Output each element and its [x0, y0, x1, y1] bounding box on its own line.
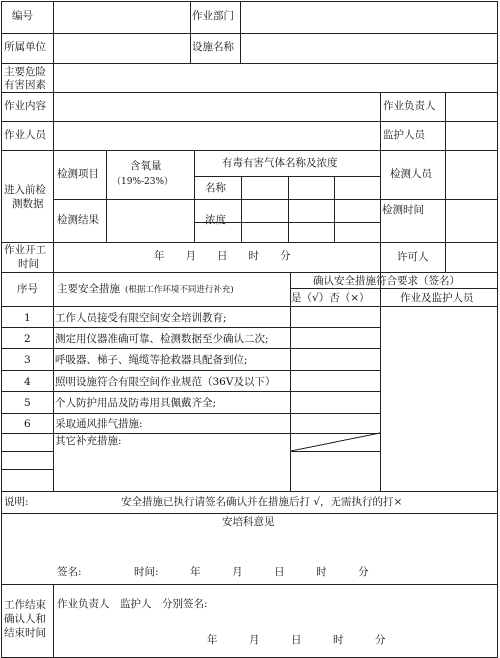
gas-name-field-2[interactable] — [291, 180, 332, 220]
measure-check-field[interactable] — [293, 415, 378, 433]
pretest-label-line1: 进入前检 — [4, 184, 46, 196]
content-field[interactable] — [56, 95, 378, 119]
test-time-field[interactable] — [448, 202, 494, 240]
end-label-line1: 工作结束 — [4, 599, 46, 611]
start-time-label-line2: 时间 — [18, 258, 39, 270]
measure-text: 测定用仪器准确可靠、检测数据至少确认二次; — [55, 333, 269, 345]
measure-check-field[interactable] — [293, 373, 378, 391]
measure-check-field[interactable] — [293, 330, 378, 348]
confirm-header: 确认安全措施符合要求（签名） — [313, 275, 460, 287]
end-sign-text: 作业负责人 监护人 分别签名: — [57, 598, 208, 610]
measure-number: 6 — [24, 418, 31, 430]
permit-field[interactable] — [448, 245, 494, 269]
measures-header: 主要安全措施 — [57, 283, 120, 295]
measures-header-note: (根据工作环境不同进行补充) — [125, 285, 234, 295]
safety-opinion-label: 安培科意见 — [222, 516, 275, 528]
start-time-value[interactable]: 年 月 日 时 分 — [154, 250, 291, 262]
workers-field[interactable] — [56, 124, 378, 148]
hazard-label-line1: 主要危险 — [4, 66, 46, 78]
pretest-label-line2: 测数据 — [12, 198, 44, 210]
oxygen-label: 含氧量 — [130, 160, 162, 172]
number-label: 编号 — [12, 10, 33, 22]
end-label-line3: 结束时间 — [4, 627, 46, 639]
measure-number: 1 — [24, 312, 31, 324]
content-label: 作业内容 — [4, 100, 46, 112]
facility-label: 设施名称 — [192, 41, 234, 53]
leader-label: 作业负责人 — [383, 100, 436, 112]
end-date-line[interactable]: 年 月 日 时 分 — [207, 634, 386, 646]
measure-number: 2 — [24, 333, 31, 345]
other-measures-check-field[interactable] — [293, 454, 378, 489]
hazard-label-line2: 有害因素 — [4, 79, 46, 91]
safety-opinion-field[interactable] — [4, 532, 494, 562]
test-result-label: 检测结果 — [57, 214, 99, 226]
dept-field[interactable] — [243, 4, 495, 30]
gas-name-label: 名称 — [205, 182, 226, 194]
measure-text: 采取通风排气措施: — [55, 418, 143, 430]
workers-label: 作业人员 — [4, 129, 46, 141]
measure-number: 3 — [24, 354, 31, 366]
gas-name-field-3[interactable] — [337, 180, 378, 220]
measure-check-field[interactable] — [293, 309, 378, 327]
signers-header: 作业及监护人员 — [400, 292, 474, 304]
measure-text: 呼吸器、梯子、绳缆等抢救器具配备到位; — [55, 354, 248, 366]
toxic-gas-label: 有毒有害气体名称及浓度 — [222, 157, 338, 169]
oxygen-range: （19%-23%） — [112, 177, 174, 187]
tester-field[interactable] — [448, 153, 494, 197]
seq-header: 序号 — [17, 283, 38, 295]
facility-field[interactable] — [243, 36, 495, 62]
permit-label: 许可人 — [397, 251, 429, 263]
measure-number: 4 — [24, 376, 31, 388]
unit-label: 所属单位 — [4, 41, 46, 53]
measure-text: 工作人员接受有限空间安全培训教育; — [55, 312, 227, 324]
safety-sign-line[interactable]: 签名: 时间: 年 月 日 时 分 — [57, 566, 369, 578]
measure-check-field[interactable] — [293, 351, 378, 369]
number-field[interactable] — [56, 4, 188, 30]
measure-text: 个人防护用品及防毒用具佩戴齐全; — [55, 397, 217, 409]
guardian-field[interactable] — [448, 124, 494, 148]
concentration-label: 浓度 — [205, 214, 226, 226]
tester-label: 检测人员 — [390, 168, 432, 180]
guardian-label: 监护人员 — [383, 129, 425, 141]
test-item-label: 检测项目 — [57, 168, 99, 180]
other-measures-label: 其它补充措施: — [55, 435, 122, 447]
hazard-field[interactable] — [56, 66, 494, 90]
dept-label: 作业部门 — [192, 10, 234, 22]
yes-no-header: 是（√）否（×） — [291, 292, 370, 304]
signers-field[interactable] — [383, 310, 495, 488]
test-time-label: 检测时间 — [382, 204, 424, 216]
oxygen-result-field[interactable] — [109, 203, 191, 239]
note-text: 安全措施已执行请签名确认并在措施后打 √，无需执行的打× — [121, 496, 403, 508]
start-time-label-line1: 作业开工 — [4, 244, 46, 256]
measure-number: 5 — [24, 397, 31, 409]
note-label: 说明: — [4, 496, 29, 508]
measure-text: 照明设施符合有限空间作业规范（36V及以下） — [55, 376, 276, 388]
measure-check-field[interactable] — [293, 394, 378, 412]
end-label-line2: 确认人和 — [4, 613, 46, 625]
unit-field[interactable] — [56, 36, 188, 62]
leader-field[interactable] — [448, 95, 494, 119]
gas-name-field-1[interactable] — [244, 180, 286, 220]
